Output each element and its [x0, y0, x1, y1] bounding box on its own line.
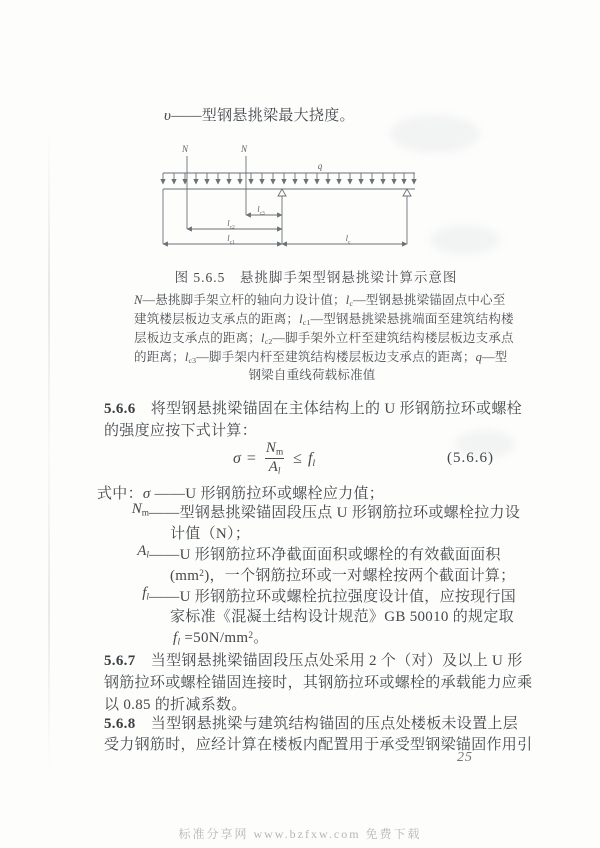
clause-5-6-6-line: 5.6.6 将型钢悬挑梁锚固在主体结构上的 U 形钢筋拉环或螺栓	[104, 401, 522, 417]
dim-lc1-label: $l_{c1}$	[227, 233, 235, 246]
edge-support-icon	[403, 189, 411, 196]
definition-text: ——U 形钢筋拉环或螺栓抗拉强度设计值，应按现行国	[149, 589, 517, 605]
definition-fl	[103, 585, 516, 606]
clause-5-6-6-line: 的强度应按下式计算：	[104, 423, 258, 439]
where-line: 式中：σ ——U 形钢筋拉环或螺栓应力值；	[97, 486, 385, 502]
distributed-load-q-label: q	[317, 161, 323, 171]
clause-5-6-7-line: 钢筋拉环或螺栓锚固连接时，其钢筋拉环或螺栓的承载能力应乘	[104, 675, 533, 691]
symbol-al: $A_l$	[137, 543, 149, 561]
anchor-support-icon	[278, 189, 286, 196]
clause-5-6-7-line: 5.6.7 当型钢悬挑梁锚固段压点处采用 2 个（对）及以上 U 形	[104, 653, 523, 669]
legend-line: 钢梁自重线荷载标准值	[248, 368, 376, 382]
dim-lc3-label: $l_{c3}$	[257, 204, 265, 217]
legend-line: N—悬挑脚手架立杆的轴向力设计值；$l_c—$型钢悬挑梁锚固点中心至	[134, 293, 506, 309]
clause-5-6-7-line: 以 0.85 的折减系数。	[104, 697, 247, 713]
dim-lc-label: $l_c$	[345, 233, 351, 246]
point-load-n2-label: N	[240, 144, 248, 154]
legend-line: 层板边支承点的距离；$l_{c2}—$脚手架外立杆至建筑结构楼层板边支承点	[134, 331, 514, 347]
equation-number: (5.6.6)	[447, 450, 494, 466]
cantilever-beam-diagram	[158, 138, 428, 253]
definition-al-cont: $(mm^2)$，一个钢筋拉环或一对螺栓按两个截面计算；	[170, 568, 516, 584]
formula-lhs: σ	[233, 450, 241, 468]
bleedthrough-spot	[430, 225, 500, 255]
watermark-text: 标准分享网 www.bzfxw.com 免费下载	[178, 827, 422, 841]
scan-streak	[48, 130, 50, 770]
definition-fl-value: $f_l =50N/mm^2$。	[173, 630, 269, 648]
definition-text: ——U 形钢筋拉环净截面面积或螺栓的有效截面面积	[149, 547, 501, 563]
formula-fraction	[262, 441, 287, 478]
definition-al	[103, 543, 501, 564]
formula-relation: ≤	[293, 450, 302, 468]
figure-caption: 图 5.6.5 悬挑脚手架型钢悬挑梁计算示意图	[174, 270, 458, 285]
dim-lc2-label: $l_{c2}$	[227, 218, 235, 231]
definition-fl-cont: 家标准《混凝土结构设计规范》GB 50010 的规定取	[170, 609, 514, 625]
definition-nm-cont: 计值（N）；	[170, 526, 251, 542]
formula-denominator: $A_l$	[265, 458, 285, 477]
formula-rhs: $f_l$	[307, 449, 316, 469]
distributed-load-arrows	[163, 173, 414, 184]
legend-line: 建筑楼层板边支承点的距离；$l_{c1}—$型钢悬挑梁悬挑端面至建筑结构楼	[134, 312, 514, 328]
point-load-n1-label: N	[181, 144, 189, 154]
clause-5-6-8-line: 5.6.8 当型钢悬挑梁与建筑结构锚固的压点处楼板未设置上层	[104, 716, 519, 732]
definition-text: ——型钢悬挑梁锚固段压点 U 形钢筋拉环或螺栓拉力设	[149, 505, 521, 521]
formula-equals: =	[246, 450, 256, 468]
symbol-fl: $f_l$	[142, 585, 149, 603]
formula-numerator: $N_m$	[265, 440, 284, 458]
legend-line: 的距离；$l_{c3}—$脚手架内杆至建筑结构楼层板边支承点的距离；q—型	[134, 350, 508, 366]
formula-5-6-6	[233, 441, 315, 478]
definition-nm	[103, 501, 520, 522]
deflection-definition-line: υ——型钢悬挑梁最大挠度。	[164, 108, 355, 124]
clause-5-6-8-line: 受力钢筋时，应经计算在楼板内配置用于承受型钢梁锚固作用引	[104, 737, 533, 753]
symbol-nm: $N_m$	[131, 501, 149, 519]
page-number: 25	[457, 750, 473, 765]
